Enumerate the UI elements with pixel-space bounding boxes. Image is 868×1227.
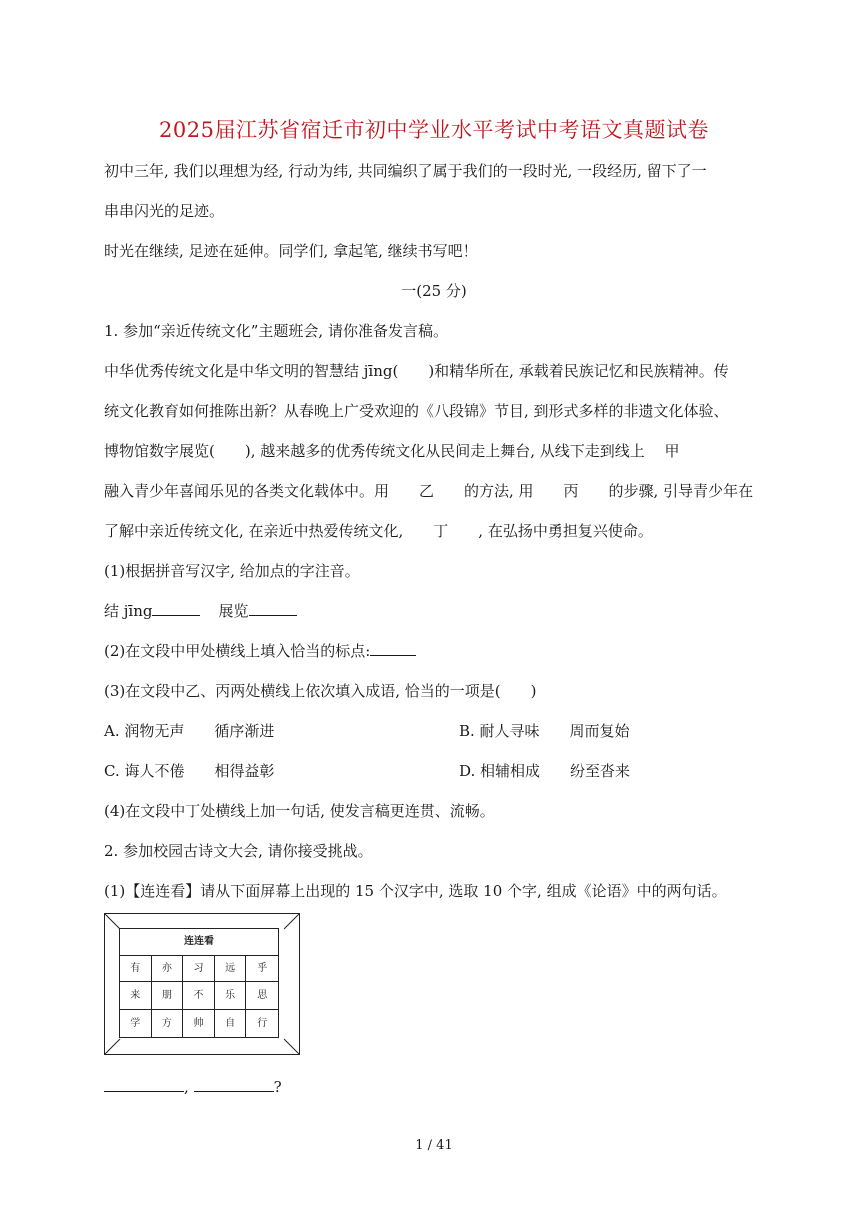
- q1-paragraph-line: 中华优秀传统文化是中华文明的智慧结 jīng( )和精华所在, 承载着民族记忆和民族精神。传: [104, 362, 729, 380]
- page-number: 1 / 41: [415, 1138, 453, 1153]
- answer-separator: ,: [184, 1078, 189, 1096]
- answer-blank-1[interactable]: [104, 1077, 184, 1092]
- q1-paragraph-line: 统文化教育如何推陈出新？从春晚上广受欢迎的《八段锦》节目, 到形式多样的非遗文化体验、: [104, 402, 729, 420]
- q1-paragraph-line: 了解中亲近传统文化, 在亲近中热爱传统文化, 丁 , 在弘扬中勇担复兴使命。: [104, 522, 653, 540]
- option-c[interactable]: C. 诲人不倦 相得益彰: [104, 762, 275, 780]
- grid-cell[interactable]: 习: [183, 955, 215, 982]
- grid-cell[interactable]: 自: [215, 1010, 247, 1037]
- grid-cell[interactable]: 亦: [152, 955, 184, 982]
- section-heading: 一(25 分): [401, 282, 467, 300]
- grid-cell[interactable]: 不: [183, 982, 215, 1009]
- grid-title: 连连看: [120, 929, 278, 956]
- grid-cell[interactable]: 乐: [215, 982, 247, 1009]
- grid-cell[interactable]: 有: [120, 955, 152, 982]
- q1-sub2: [104, 641, 416, 661]
- intro-line-1: 初中三年, 我们以理想为经, 行动为纬, 共同编织了属于我们的一段时光, 一段经历, 留下了一: [104, 162, 707, 180]
- grid-cell[interactable]: 来: [120, 982, 152, 1009]
- q1-sub3: (3)在文段中乙、丙两处横线上依次填入成语, 恰当的一项是( ): [104, 682, 537, 700]
- answer-question-mark: ?: [273, 1078, 282, 1096]
- word-grid-frame: [104, 913, 300, 1055]
- intro-line-3: 时光在继续, 足迹在延伸。同学们, 拿起笔, 继续书写吧！: [104, 242, 478, 260]
- q1-fill-row: [104, 601, 297, 621]
- answer-blank-2[interactable]: [194, 1077, 274, 1092]
- grid-cell[interactable]: 帅: [183, 1010, 215, 1037]
- q1-stem: 1. 参加“亲近传统文化”主题班会, 请你准备发言稿。: [104, 322, 448, 340]
- fill1-blank[interactable]: [152, 601, 200, 616]
- q1-paragraph-line: 融入青少年喜闻乐见的各类文化载体中。用 乙 的方法, 用 丙 的步骤, 引导青少年在: [104, 482, 754, 500]
- grid-cell[interactable]: 乎: [246, 955, 278, 982]
- q1-sub4: (4)在文段中丁处横线上加一句话, 使发言稿更连贯、流畅。: [104, 802, 495, 820]
- option-b[interactable]: B. 耐人寻味 周而复始: [459, 722, 630, 740]
- grid-cell[interactable]: 行: [257, 1017, 268, 1029]
- answer-row: [104, 1077, 282, 1097]
- grid-cells: [120, 955, 278, 1037]
- grid-cell[interactable]: 思: [246, 982, 278, 1009]
- grid-cell[interactable]: 方: [152, 1010, 184, 1037]
- q2-sub1: (1)【连连看】请从下面屏幕上出现的 15 个汉字中, 选取 10 个字, 组成《论语》中的两句话。: [104, 882, 727, 900]
- punctuation-blank[interactable]: [370, 641, 416, 656]
- word-grid: [119, 928, 279, 1038]
- q2-stem: 2. 参加校园古诗文大会, 请你接受挑战。: [104, 842, 373, 860]
- grid-cell[interactable]: 远: [215, 955, 247, 982]
- fill2-label: 展览: [218, 602, 249, 620]
- grid-cell[interactable]: 学: [120, 1010, 152, 1037]
- q1-paragraph-line: 博物馆数字展览( ), 越来越多的优秀传统文化从民间走上舞台, 从线下走到线上 甲: [104, 442, 680, 460]
- grid-cell[interactable]: 朋: [152, 982, 184, 1009]
- page-title: 2025届江苏省宿迁市初中学业水平考试中考语文真题试卷: [159, 118, 709, 142]
- q1-sub1: (1)根据拼音写汉字, 给加点的字注音。: [104, 562, 360, 580]
- option-d[interactable]: D. 相辅相成 纷至沓来: [459, 762, 631, 780]
- intro-line-2: 串串闪光的足迹。: [104, 202, 225, 220]
- q1-sub2-text: (2)在文段中甲处横线上填入恰当的标点:: [104, 642, 371, 660]
- fill1-label: 结 jīng: [104, 602, 153, 620]
- fill2-blank[interactable]: [249, 601, 297, 616]
- option-a[interactable]: A. 润物无声 循序渐进: [104, 722, 275, 740]
